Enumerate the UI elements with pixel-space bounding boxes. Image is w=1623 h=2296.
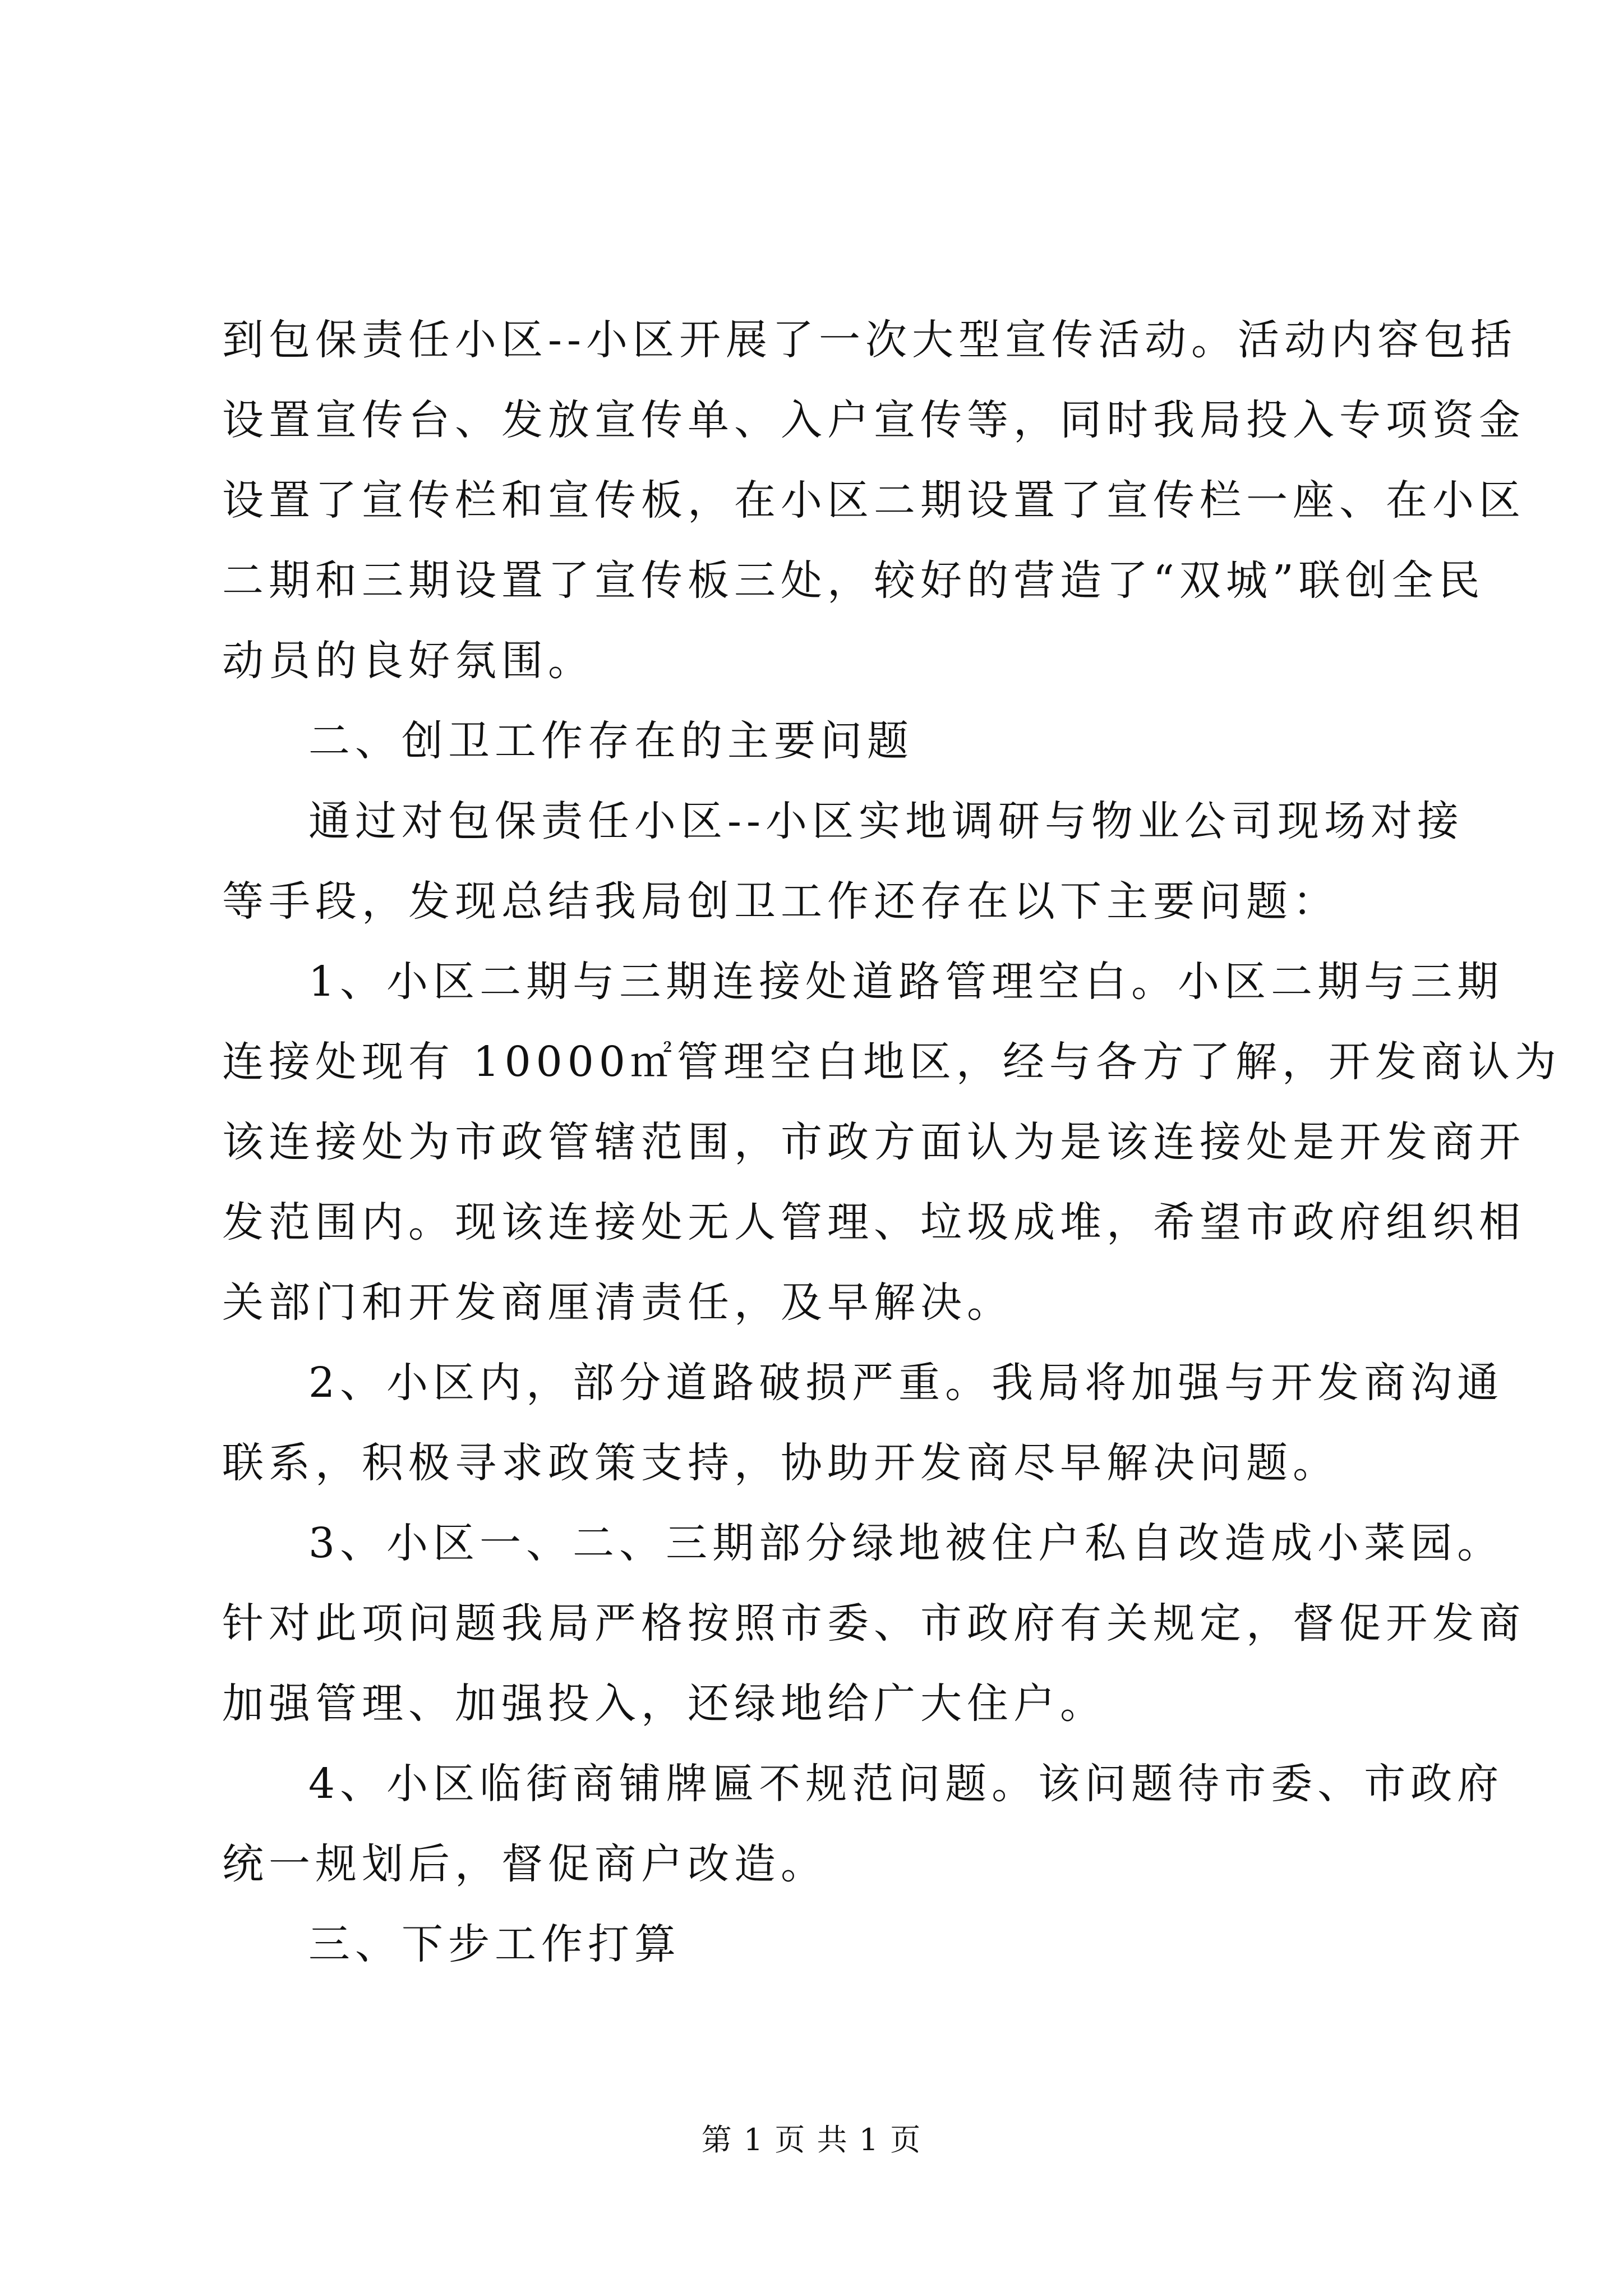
page-footer: 第 1 页 共 1 页	[701, 2122, 922, 2157]
list-item-1-start: 1、小区二期与三期连接处道路管理空白。小区二期与三期	[308, 958, 1504, 1006]
paragraph-start: 通过对包保责任小区--小区实地调研与物业公司现场对接	[308, 797, 1464, 845]
body-line: 联系，积极寻求政策支持，协助开发商尽早解决问题。	[222, 1439, 1339, 1487]
body-line: 连接处现有 10000㎡管理空白地区，经与各方了解，开发商认为	[222, 1038, 1561, 1086]
body-line: 统一规划后，督促商户改造。	[222, 1840, 827, 1888]
body-line: 该连接处为市政管辖范围，市政方面认为是该连接处是开发商开	[222, 1118, 1525, 1166]
section-heading: 三、下步工作打算	[308, 1920, 681, 1968]
list-item-3-start: 3、小区一、二、三期部分绿地被住户私自改造成小菜园。	[308, 1519, 1504, 1567]
body-line: 动员的良好氛围。	[222, 637, 594, 685]
body-line: 到包保责任小区--小区开展了一次大型宣传活动。活动内容包括	[222, 316, 1518, 364]
list-item-4-start: 4、小区临街商铺牌匾不规范问题。该问题待市委、市政府	[308, 1760, 1504, 1808]
body-line: 发范围内。现该连接处无人管理、垃圾成堆，希望市政府组织相	[222, 1198, 1525, 1246]
list-item-2-start: 2、小区内，部分道路破损严重。我局将加强与开发商沟通	[308, 1359, 1504, 1407]
body-line: 针对此项问题我局严格按照市委、市政府有关规定，督促开发商	[222, 1599, 1525, 1648]
body-line: 设置了宣传栏和宣传板，在小区二期设置了宣传栏一座、在小区	[222, 476, 1525, 524]
body-line: 加强管理、加强投入，还绿地给广大住户。	[222, 1680, 1106, 1728]
body-line: 设置宣传台、发放宣传单、入户宣传等，同时我局投入专项资金	[222, 396, 1525, 444]
body-line: 二期和三期设置了宣传板三处，较好的营造了“双城”联创全民	[222, 556, 1485, 605]
body-line: 关部门和开发商厘清责任，及早解决。	[222, 1278, 1013, 1327]
body-line: 等手段，发现总结我局创卫工作还存在以下主要问题：	[222, 877, 1339, 926]
section-heading: 二、创卫工作存在的主要问题	[308, 717, 914, 765]
document-body	[222, 300, 1561, 1985]
